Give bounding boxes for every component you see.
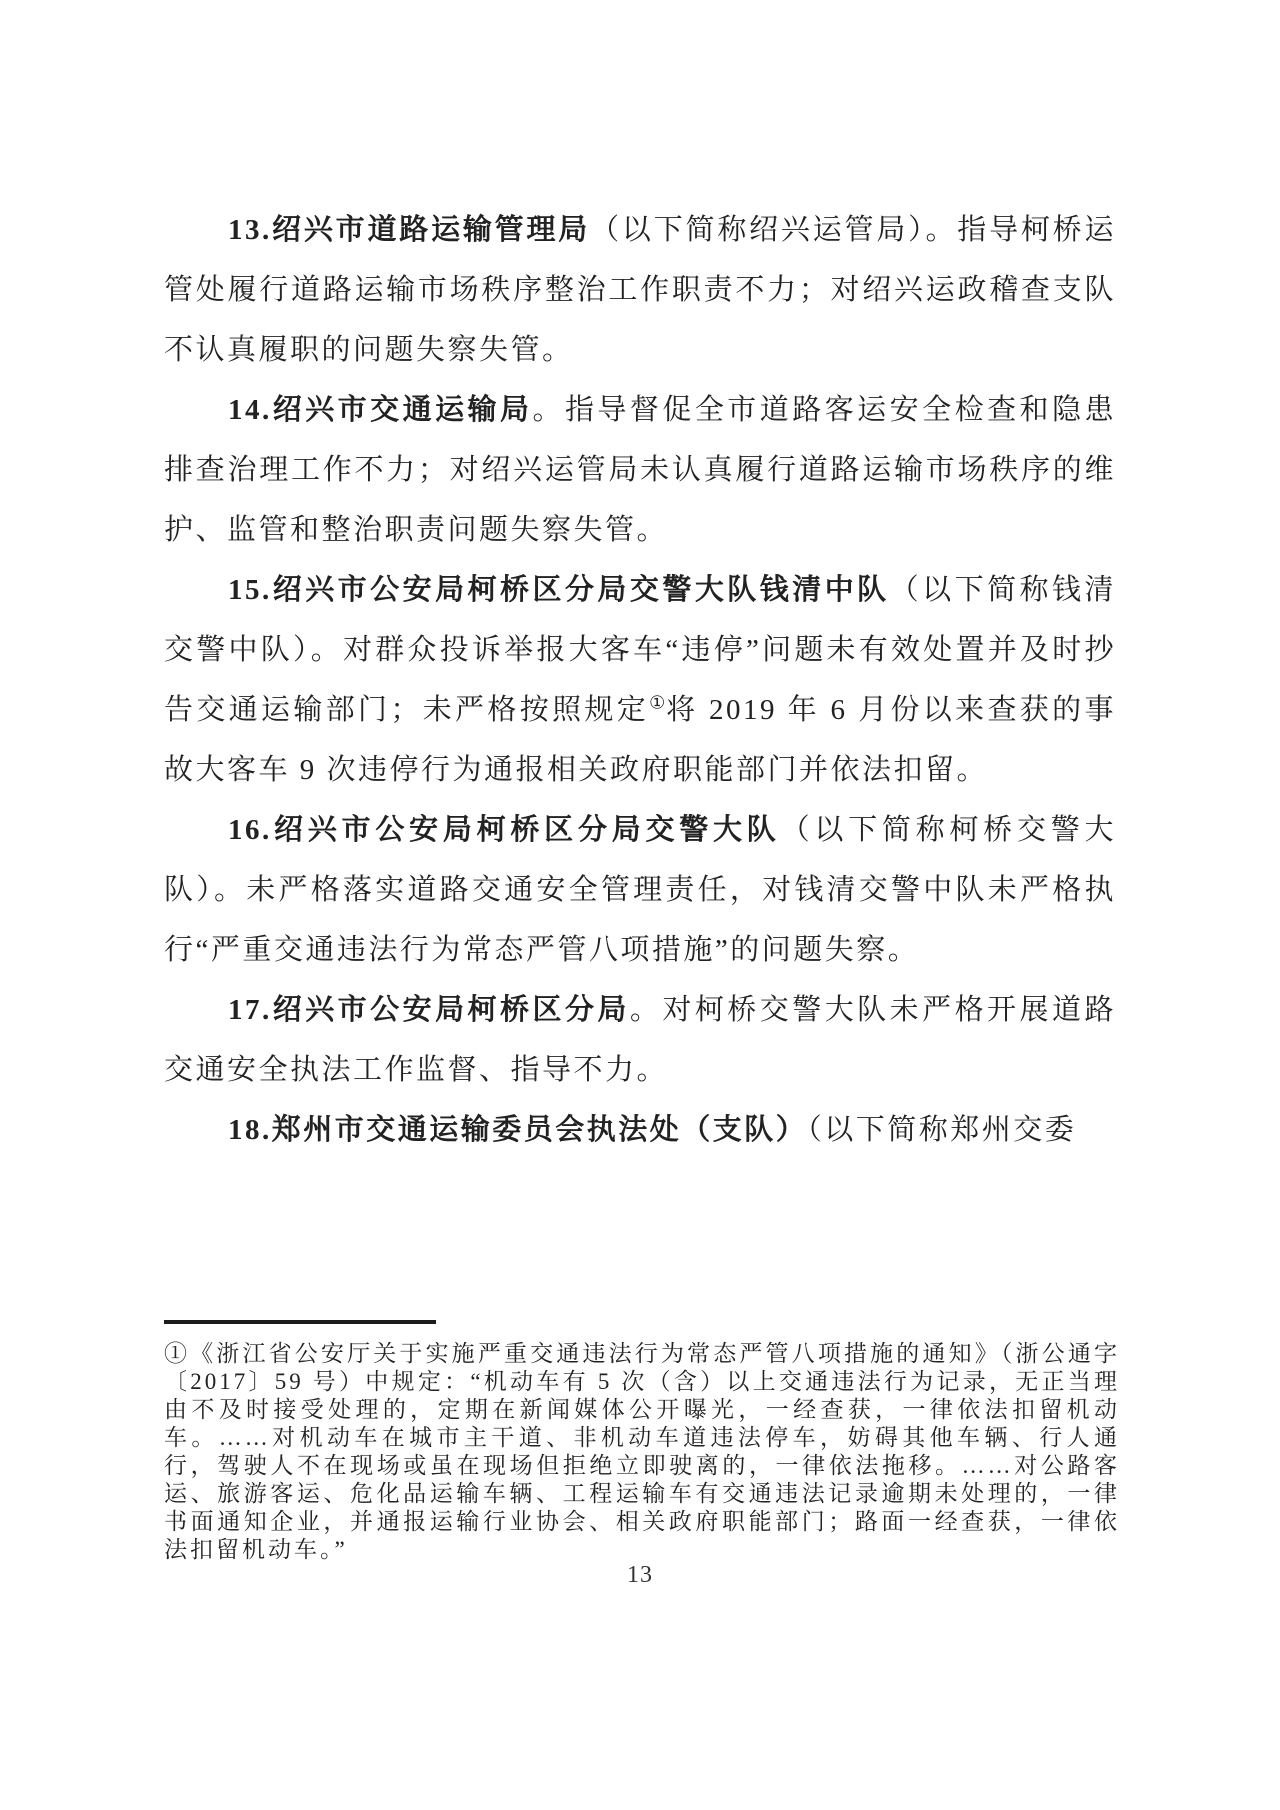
paragraph-text: （以下简称钱清交警中队）。对群众投诉举报大客车“违停”问题未有效处置并及时抄告交通运输部门；未严格按照规定 [164,574,1116,726]
org-name-bold: 17.绍兴市公安局柯桥区分局 [228,994,630,1026]
body-paragraph-14 [164,380,1116,560]
paragraph-text: 。指导督促全市道路客运安全检查和隐患排查治理工作不力；对绍兴运管局未认真履行道路运输市场秩序的维护、监管和整治职责问题失察失管。 [164,394,1116,546]
document-body [164,200,1116,1160]
footnote [164,1340,1120,1564]
body-paragraph-16 [164,800,1116,980]
body-paragraph-15 [164,560,1116,800]
footnote-separator [164,1320,436,1324]
body-paragraph-18 [164,1100,1116,1160]
body-paragraph-13 [164,200,1116,380]
body-paragraph-17 [164,980,1116,1100]
org-name-bold: 18.郑州市交通运输委员会执法处（支队） [228,1114,808,1146]
paragraph-text: （以下简称郑州交委 [807,1114,1077,1146]
page-number: 13 [627,1562,653,1588]
org-name-bold: 15.绍兴市公安局柯桥区分局交警大队钱清中队 [228,574,890,606]
footnote-text: 《浙江省公安厅关于实施严重交通违法行为常态严管八项措施的通知》（浙公通字〔2017〕59 号）中规定：“机动车有 5 次（含）以上交通违法行为记录，无正当理由不及时接受处理的，定期在新闻媒体公开曝光，一经查获，一律依法扣留机动车。……对机动车在城市主干道、非机动车道违法停车，妨碍其他车辆、行人通行，驾驶人不在现场或虽在现场但拒绝立即驶离的，一律依法拖移。……对公路客运、旅游客运、危化品运输车辆、工程运输车有交通违法记录逾期未处理的，一律书面通知企业，并通报运输行业协会、相关政府职能部门；路面一经查获，一律依法扣留机动车。” [164,1341,1121,1562]
footnote-ref-mark: ① [649,692,667,713]
org-name-bold: 14.绍兴市交通运输局 [228,394,533,426]
paragraph-text: 。对柯桥交警大队未严格开展道路交通安全执法工作监督、指导不力。 [164,994,1116,1086]
paragraph-text: （以下简称绍兴运管局）。指导柯桥运管处履行道路运输市场秩序整治工作职责不力；对绍兴运政稽查支队不认真履职的问题失察失管。 [164,214,1116,366]
paragraph-text: 将 2019 年 6 月份以来查获的事故大客车 9 次违停行为通报相关政府职能部门并依法扣留。 [164,694,1116,786]
footnote-marker: ① [164,1341,191,1366]
paragraph-text: （以下简称柯桥交警大队）。未严格落实道路交通安全管理责任，对钱清交警中队未严格执行“严重交通违法行为常态严管八项措施”的问题失察。 [164,814,1116,966]
org-name-bold: 16.绍兴市公安局柯桥区分局交警大队 [228,814,781,846]
org-name-bold: 13.绍兴市道路运输管理局 [228,214,591,246]
